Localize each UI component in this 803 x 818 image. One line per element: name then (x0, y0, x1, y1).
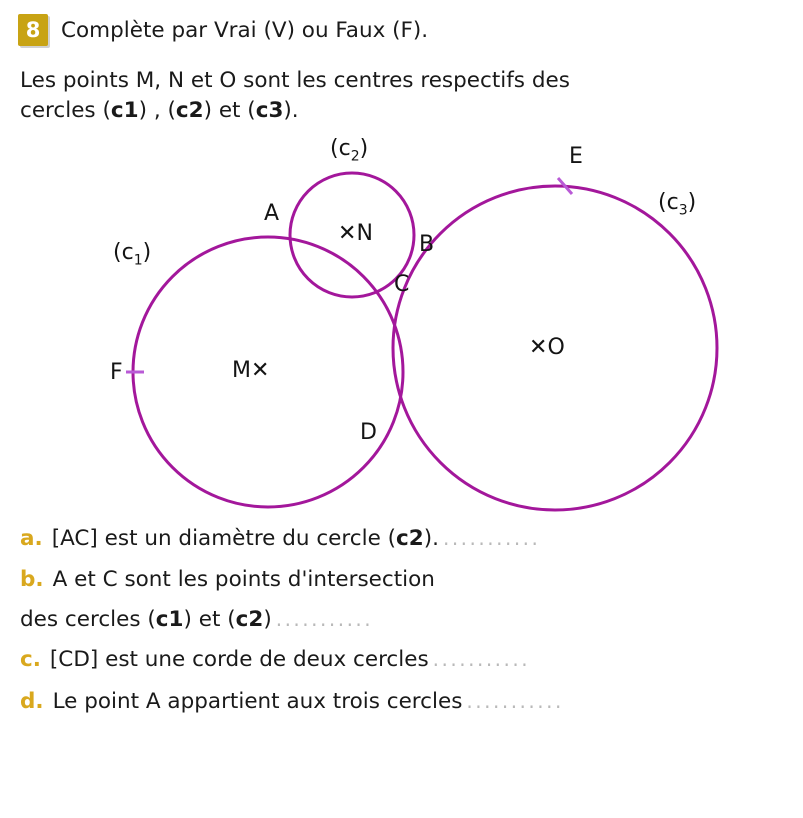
exercise-intro (20, 66, 790, 126)
intro-c1: c1 (110, 98, 139, 123)
exercise-number-badge: 8 (18, 14, 48, 46)
statement-b-line2-pre: des cercles ( (20, 607, 156, 632)
statement-c (20, 645, 785, 674)
label-c3: $(c_3)$ (658, 190, 697, 219)
label-point-f: F (110, 360, 123, 385)
statement-b-post: ) (263, 607, 272, 632)
statement-b-c1: c1 (155, 607, 184, 632)
statement-b-text: A et C sont les points d'intersection (52, 567, 435, 592)
statement-a-text: [AC] est un diamètre du cercle (c2). ........... (51, 526, 541, 551)
cross-marker-n: ✕ (338, 221, 357, 246)
intro-end: ). (283, 98, 299, 123)
statement-d-text: Le point A appartient aux trois cercles ........... (52, 689, 564, 714)
statement-b-letter: b. (20, 567, 44, 592)
statement-c-text: [CD] est une corde de deux cercles ........... (49, 647, 531, 672)
statements-list (20, 524, 785, 729)
label-point-c: C (394, 272, 410, 297)
intro-line-1: Les points M, N et O sont les centres respectifs des (20, 68, 570, 93)
intro-line-2-pre: cercles ( (20, 98, 111, 123)
exercise-header (18, 14, 428, 46)
statement-d (20, 687, 785, 716)
statement-c-dots[interactable]: ........... (432, 647, 531, 671)
intro-mid-2: ) et ( (203, 98, 256, 123)
cross-marker-o: ✕ (529, 335, 548, 360)
statement-b-c2: c2 (235, 607, 264, 632)
exercise-instruction: Complète par Vrai (V) ou Faux (F). (61, 17, 429, 43)
label-c1: $(c_1)$ (113, 240, 152, 269)
statement-b-line2 (20, 607, 785, 632)
label-point-b: B (419, 232, 435, 257)
label-center-o: ✕O (529, 335, 565, 360)
label-point-a: A (264, 201, 280, 226)
label-c2: $(c_2)$ (330, 136, 369, 165)
intro-c3: c3 (255, 98, 284, 123)
statement-d-dots[interactable]: ........... (466, 689, 564, 713)
label-center-n: ✕N (338, 221, 373, 246)
statement-a-letter: a. (20, 526, 43, 551)
label-center-m: M✕ (232, 358, 270, 383)
statement-b (20, 566, 785, 594)
intro-c2: c2 (175, 98, 204, 123)
label-point-e: E (569, 144, 583, 169)
statement-c-letter: c. (20, 647, 41, 672)
statement-a-dots[interactable]: ........... (442, 526, 541, 550)
geometry-figure (0, 132, 803, 522)
label-point-d: D (360, 420, 377, 445)
statement-a (20, 524, 785, 553)
cross-marker-m: ✕ (250, 358, 270, 383)
statement-d-letter: d. (20, 689, 44, 714)
statement-b-dots[interactable]: ........... (275, 607, 374, 631)
intro-mid-1: ) , ( (138, 98, 176, 123)
statement-b-mid: ) et ( (183, 607, 236, 632)
